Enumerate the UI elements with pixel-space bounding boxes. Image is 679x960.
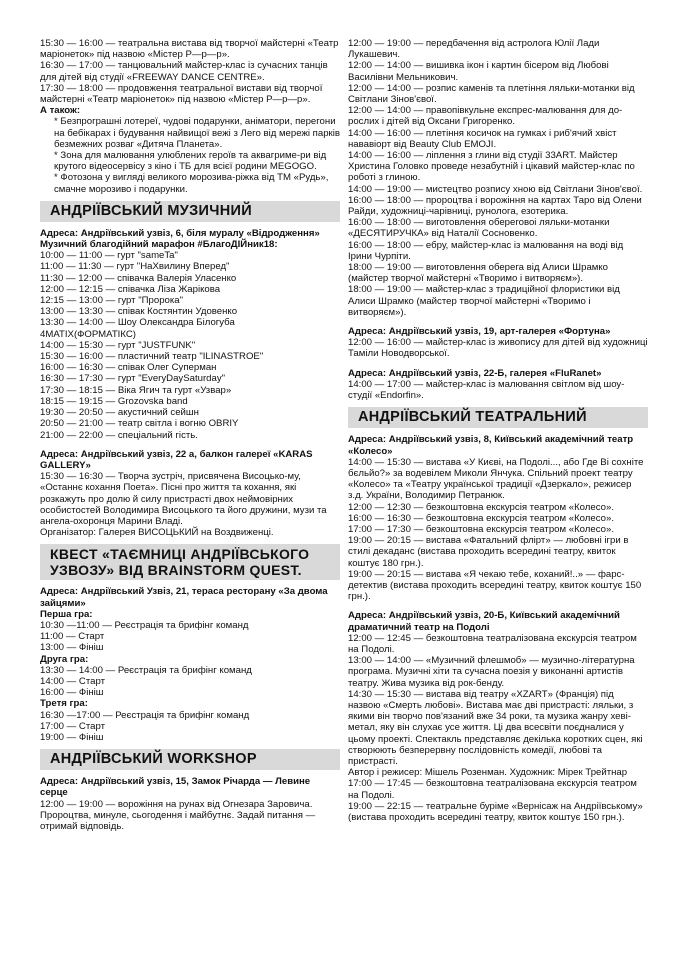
section-header-theatre: АНДРІЇВСЬКИЙ ТЕАТРАЛЬНИЙ bbox=[348, 407, 648, 428]
address: Адреса: Андріївський узвіз, 8, Київський академічний театр «Колесо» bbox=[348, 434, 634, 457]
list-item: 19:30 — 20:50 — акустичний сейшн bbox=[40, 407, 199, 419]
right-column bbox=[348, 38, 648, 823]
quest-title-line: КВЕСТ «ТАЄМНИЦІ АНДРІЇВСЬКОГО bbox=[50, 546, 310, 563]
section-header-music: АНДРІЇВСЬКИЙ МУЗИЧНИЙ bbox=[40, 201, 340, 222]
address: Адреса: Андріївський узвіз, 19, арт-галерея «Фортуна» bbox=[348, 326, 611, 338]
list-item: 12:15 — 13:00 — гурт "Пророка" bbox=[40, 295, 184, 307]
list-item: 15:30 — 16:00 — пластичний театр "ILINASTROE" bbox=[40, 351, 264, 363]
schedule-item: 17:30 — 18:00 — продовження театральної вистави від творчої майстерні «Театр маріонеток» під назвою «Містер Р—р—р». bbox=[40, 82, 323, 106]
list-item: 17:00 — Старт bbox=[40, 720, 106, 732]
list-item: 11:00 — 11:30 — гурт "НаХвилину Вперед" bbox=[40, 261, 230, 273]
schedule-item: 12:00 — 12:45 — безкоштовна театралізована екскурсія театром на Подолі. bbox=[348, 632, 637, 655]
game-label: Перша гра: bbox=[40, 608, 93, 620]
address: Адреса: Андріївський узвіз, 22 а, балкон галереї «KARAS GALLERY» bbox=[40, 448, 313, 471]
schedule-item: 18:00 — 19:00 — майстер-клас з традиційної флористики від Алиси Шрамко (майстер творчої майстерні «Творимо і витворяєм»). bbox=[348, 284, 620, 318]
schedule-item: 12:00 — 14:00 — вишивка ікон і картин бісером від Любові Василівни Мельникович. bbox=[348, 60, 609, 83]
list-item: 16:00 — Фініш bbox=[40, 687, 104, 699]
schedule-item: 14:00 — 19:00 — мистецтво розпису хною від Світлани Зінов'євої. bbox=[348, 183, 643, 195]
schedule-item: 12:00 — 14:00 — правопівкульне експрес-малювання для до-рослих і дітей від Оксани Григоренко. bbox=[348, 105, 623, 128]
list-item: 10:30 —11:00 — Реєстрація та брифінг команд bbox=[40, 619, 249, 631]
list-item: 10:00 — 11:00 — гурт "sameTa" bbox=[40, 250, 178, 262]
list-item: 21:00 — 22:00 — спеціальний гість. bbox=[40, 429, 198, 441]
schedule-item: Автор і режисер: Мішель Розенман. Художник: Мірек Трейтнар bbox=[348, 767, 628, 779]
schedule-item: 15:30 — 16:30 — Творча зустріч, присвячена Висоцько-му, «Останнє кохання Поета». Пісні про життя та кохання, які розкажуть про долю й силу пристрасті двох неймовірних особистостей Володимира Висоцького та його дружини, музи та ангела-охоронця Марини Владі. bbox=[40, 471, 327, 527]
list-item: 16:30 — 17:30 — гурт "EveryDaySaturday" bbox=[40, 373, 226, 385]
list-item: 13:00 — Фініш bbox=[40, 642, 104, 654]
schedule-item: 16:00 — 18:00 — виготовлення обереговоі ляльки-мотанки «ДЕСЯТИРУЧКА» від Наталії Сосновенко. bbox=[348, 217, 610, 240]
schedule-item: 14:00 — 15:30 — вистава «У Києві, на Подолі..., або Где Ві сохніте бєльйо?» за водевілем Миколи Янчука. Спільний проект театру «Колесо» та «Театру української традиції «Дзеркало», режисер з.д. України, Володимир Петранюк. bbox=[348, 456, 644, 502]
schedule-item: 12:00 — 19:00 — ворожіння на рунах від Огнезара Заровича. Пророцтва, минуле, сьогодення і майбутнє. Задай питання — отримай відповідь. bbox=[40, 798, 316, 832]
list-item: 20:50 — 21:00 — театр світла і вогню OBRIY bbox=[40, 418, 239, 430]
schedule-item: 14:00 — 16:00 — ліплення з глини від студії 33ART. Майстер Христина Головко проведе незабутній і цікавий майстер-клас по роботі з глиною. bbox=[348, 150, 635, 184]
list-item: 13:00 — 13:30 — співак Костянтин Удовенко bbox=[40, 306, 238, 318]
schedule-item: 12:00 — 12:30 — безкоштовна екскурсія театром «Колесо». bbox=[348, 501, 614, 513]
schedule-item: 14:00 — 17:00 — майстер-клас із малювання світлом від шоу-студії «Endorfin». bbox=[348, 378, 625, 402]
schedule-item: 13:00 — 14:00 — «Музичний флешмоб» — музично-літературна програма. Музичні хіти та сучасна поезія у виконанні артистів театру. Жива музика від рок-бенду. bbox=[348, 655, 635, 689]
schedule-item: 19:00 — 20:15 — вистава «Фатальний флірт» — любовні ігри в стилі декаданс (вистава проходить всередині театру, квиток коштує 180 грн.). bbox=[348, 535, 629, 569]
section-header-workshop: АНДРІЇВСЬКИЙ WORKSHOP bbox=[40, 749, 340, 770]
schedule-item: 14:30 — 15:30 — вистава від театру «XZART» (Франція) під назвою «Смерть любові». Вистава має дві пристрасті: ляльки, з якими він творчо пов'язаний вже 34 роки, та музика жанру хеві-метал, яку він слухає усе життя. Ці два всесвіти поєдналися у цьому проекті. Спектакль представляє декілька коротких сцен, які створюють безперервну послідовність комедії, любові та пристрасті. bbox=[348, 688, 643, 767]
list-item: 4MATIX(ФОРМАТІКС) bbox=[40, 328, 136, 340]
also-item: * Безпрограшні лотереї, чудові подарунки, аніматори, перегони на бебікарах і будування найвищої вежі з Лего від мережі парків безмежних розваг «Дитяча Планета». bbox=[54, 116, 340, 150]
organizer: Організатор: Галерея ВИСОЦЬКИЙ на Воздвиженці. bbox=[40, 527, 274, 539]
section-header-quest bbox=[40, 544, 340, 580]
schedule-item: 16:00 — 16:30 — безкоштовна екскурсія театром «Колесо». bbox=[348, 512, 614, 524]
list-item: 14:00 — Старт bbox=[40, 675, 106, 687]
also-label: А також: bbox=[40, 105, 81, 117]
list-item: 14:00 — 15:30 — гурт "JUSTFUNK" bbox=[40, 339, 196, 351]
schedule-item: 16:30 — 17:00 — танцювальний майстер-клас із сучасних танців для дітей від студії «FREEWAY DANCE CENTRE». bbox=[40, 60, 328, 83]
list-item: 16:30 —17:00 — Реєстрація та брифінг команд bbox=[40, 709, 250, 721]
address: Адреса: Андріївський Узвіз, 21, тераса ресторану «За двома зайцями» bbox=[40, 586, 328, 609]
list-item: 16:00 — 16:30 — співак Олег Суперман bbox=[40, 362, 217, 374]
schedule-item: 19:00 — 22:15 — театральне буріме «Вернісаж на Андріївському» (вистава проходить всередині театру, квиток коштує 150 грн.). bbox=[348, 800, 643, 823]
game-label: Третя гра: bbox=[40, 698, 88, 710]
list-item: 13:30 — 14:00 — Шоу Олександра Білогуба bbox=[40, 317, 235, 329]
schedule-item: 19:00 — 20:15 — вистава «Я чекаю тебе, коханий!..» — фарс-детектив (вистава проходить всередині театру, квиток коштує 150 грн.). bbox=[348, 568, 642, 603]
list-item: 19:00 — Фініш bbox=[40, 731, 104, 743]
list-item: 11:30 — 12:00 — співачка Валерія Уласенко bbox=[40, 272, 237, 284]
schedule-item: 12:00 — 14:00 — розпис каменів та плетіння ляльки-мотанки від Світлани Зінов'євої. bbox=[348, 82, 635, 106]
schedule-item: 12:00 — 19:00 — передбачення від астролога Юлії Лади Лукашевич. bbox=[348, 38, 600, 61]
address: Адреса: Андріївський узвіз, 15, Замок Річарда — Левине серце bbox=[40, 776, 311, 799]
game-label: Друга гра: bbox=[40, 653, 89, 665]
also-item: * Фотозона у вигляді великого морозива-ріжка від ТМ «Рудь», смачне морозиво і подарунки. bbox=[54, 172, 329, 195]
quest-title-line: УЗВОЗУ» ВІД BRAINSTORM QUEST. bbox=[50, 562, 302, 579]
list-item: 13:30 — 14:00 — Реєстрація та брифінг команд bbox=[40, 664, 252, 676]
schedule-item: 17:00 — 17:30 — безкоштовна екскурсія театром «Колесо». bbox=[348, 523, 614, 535]
schedule-item: 18:00 — 19:00 — виготовлення оберега від Алиси Шрамко (майстер творчої майстерні «Творимо і витворяєм»). bbox=[348, 262, 609, 285]
schedule-item: 12:00 — 16:00 — майстер-клас із живопису для дітей від художниці Таміли Новодворської. bbox=[348, 337, 648, 360]
schedule-item: 16:00 — 18:00 — пророцтва і ворожіння на картах Таро від Олени Райди, художниці-чарівниці, рунолога, езотерика. bbox=[348, 194, 642, 218]
list-item: 11:00 — Старт bbox=[40, 631, 105, 643]
left-column bbox=[40, 38, 340, 832]
list-item: 18:15 — 19:15 — Grozovska band bbox=[40, 395, 188, 407]
schedule-item: 16:00 — 18:00 — ебру, майстер-клас із малювання на воді від Ірини Чурпіти. bbox=[348, 239, 624, 262]
schedule-item: 15:30 — 16:00 — театральна вистава від творчої майстерні «Театр маріонеток» під назвою «Містер Р—р—р». bbox=[40, 38, 339, 61]
list-item: 12:00 — 12:15 — співачка Ліза Жарікова bbox=[40, 283, 221, 295]
address: Адреса: Андріївський узвіз, 6, біля муралу «Відродження» bbox=[40, 227, 320, 239]
schedule-item: 17:00 — 17:45 — безкоштовна театралізована екскурсія театром на Подолі. bbox=[348, 778, 637, 801]
marathon-title: Музичний благодійний марафон #БлагоДІЙник18: bbox=[40, 239, 278, 251]
schedule-item: 14:00 — 16:00 — плетіння косичок на гумках і риб'ячий хвіст нававіорт від Beauty Club EMOJI. bbox=[348, 127, 617, 150]
also-item: * Зона для малювання улюблених героїв та аквагриме-ри від крутого відеосервісу з кіно і ТБ для всієї родини MEGOGO. bbox=[54, 150, 327, 173]
address: Адреса: Андріївський узвіз, 20-Б, Київський академічний драматичний театр на Подолі bbox=[348, 610, 620, 633]
list-item: 17:30 — 18:15 — Віка Ягич та гурт «Узвар» bbox=[40, 384, 232, 396]
address: Адреса: Андріївський узвіз, 22-Б, галерея «FluRanet» bbox=[348, 367, 602, 379]
